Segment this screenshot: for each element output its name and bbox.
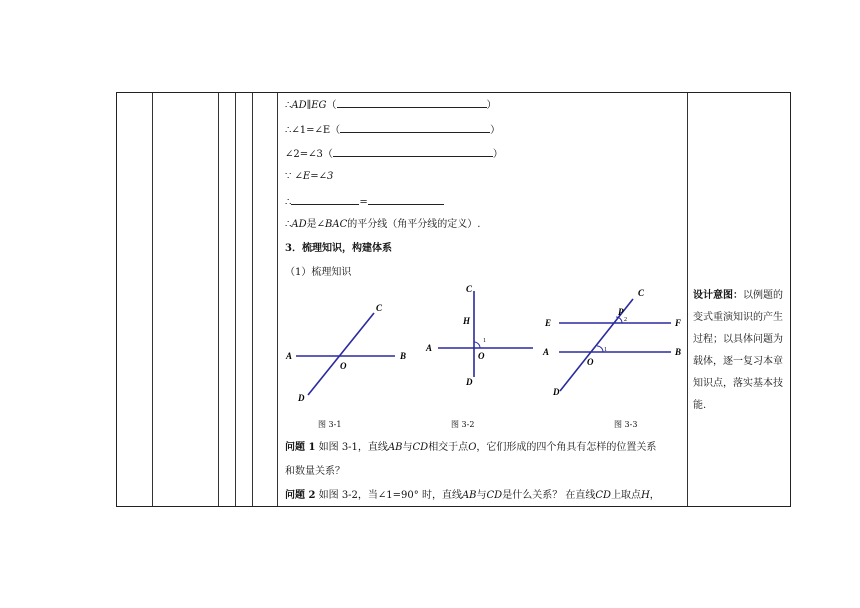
proof-line-6: ∴AD是∠BAC的平分线（角平分线的定义）. — [285, 219, 481, 230]
column-divider — [235, 93, 236, 506]
label-a: A — [426, 343, 433, 353]
figure-3-3 — [542, 288, 681, 397]
angle-arc — [474, 342, 480, 348]
problem-1-line-1: 问题 1 如图 3-1，直线AB与CD相交于点O，它们形成的四个角具有怎样的位置关系 — [285, 442, 657, 453]
label-c: C — [638, 288, 645, 298]
caption-figure-3-2: 图 3-2 — [451, 420, 475, 429]
design-intent-text: 以例题的变式重演知识的产生过程；以具体问题为载体，逐一复习本章知识点，落实基本技能. — [693, 290, 783, 411]
label-c: C — [376, 303, 383, 313]
label-p: P — [618, 307, 624, 317]
figures-svg — [278, 279, 686, 409]
column-divider — [152, 93, 153, 506]
label-e: E — [545, 318, 552, 328]
answer-blank[interactable] — [333, 146, 493, 157]
answer-blank[interactable] — [337, 97, 487, 108]
line-cd — [308, 313, 374, 395]
label-c: C — [466, 284, 473, 294]
column-divider — [218, 93, 219, 506]
design-intent-label: 设计意图： — [693, 290, 743, 301]
label-o: O — [340, 361, 347, 371]
proof-line-4: ∵ ∠E=∠3 — [285, 171, 334, 182]
label-angle-1: 1 — [483, 338, 486, 344]
proof-line-1: ∴AD∥EG（ ） — [285, 97, 497, 113]
column-divider — [252, 93, 253, 506]
figure-3-2 — [425, 284, 533, 387]
label-d: D — [466, 377, 473, 387]
label-h: H — [463, 316, 471, 326]
label-b: B — [675, 347, 682, 357]
problem-1-line-2: 和数量关系？ — [285, 466, 345, 477]
answer-blank[interactable] — [340, 122, 490, 133]
subsection-heading: （1）梳理知识 — [285, 267, 352, 278]
caption-figure-3-1: 图 3-1 — [318, 420, 342, 429]
caption-figure-3-3: 图 3-3 — [614, 420, 638, 429]
label-o: O — [478, 351, 485, 361]
proof-line-2: ∴∠1=∠E（ ） — [285, 122, 500, 138]
label-b: B — [400, 351, 407, 361]
answer-blank[interactable] — [291, 194, 359, 205]
proof-line-5: ∴ = — [285, 194, 444, 210]
column-divider — [687, 93, 688, 506]
teaching-content-cell — [278, 93, 686, 506]
proof-line-3: ∠2=∠3（ ） — [285, 146, 503, 162]
angle-arc-1 — [597, 346, 603, 352]
label-a: A — [286, 351, 293, 361]
section-heading: 3．梳理知识，构建体系 — [285, 243, 392, 254]
label-angle-2: 2 — [624, 317, 627, 323]
answer-blank[interactable] — [368, 194, 444, 205]
problem-2-line-1: 问题 2 如图 3-2，当∠1=90° 时，直线AB与CD是什么关系？ 在直线CD上取点H， — [285, 490, 660, 501]
figure-3-1 — [285, 303, 406, 403]
label-o: O — [587, 357, 594, 367]
label-a: A — [543, 347, 550, 357]
design-intent-cell — [693, 285, 785, 417]
label-angle-1: 1 — [604, 347, 607, 353]
label-d: D — [553, 387, 560, 397]
lesson-table — [116, 92, 791, 507]
label-f: F — [675, 318, 682, 328]
label-d: D — [298, 393, 305, 403]
